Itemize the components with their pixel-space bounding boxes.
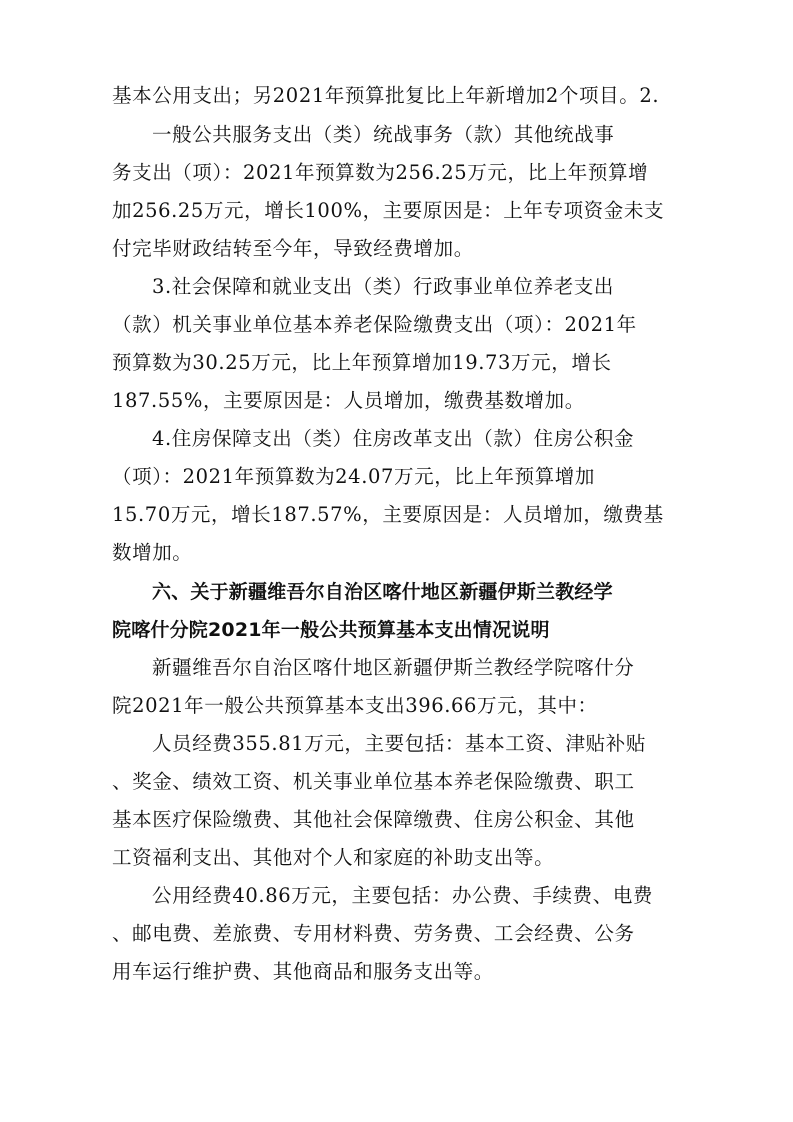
paragraph-line: 基本公用支出；另2021年预算批复比上年新增加2个项目。2. bbox=[112, 84, 660, 107]
paragraph-line: （款）机关事业单位基本养老保险缴费支出（项）：2021年 bbox=[112, 313, 637, 336]
paragraph-line: 3.社会保障和就业支出（类）行政事业单位养老支出 bbox=[152, 275, 615, 298]
paragraph-line: （项）：2021年预算数为24.07万元，比上年预算增加 bbox=[112, 465, 596, 488]
paragraph-line: 新疆维吾尔自治区喀什地区新疆伊斯兰教经学院喀什分 bbox=[152, 656, 635, 679]
paragraph-line: 、邮电费、差旅费、专用材料费、劳务费、工会经费、公务 bbox=[112, 922, 635, 945]
paragraph-line: 一般公共服务支出（类）统战事务（款）其他统战事 bbox=[152, 123, 615, 146]
paragraph-line: 4.住房保障支出（类）住房改革支出（款）住房公积金 bbox=[152, 427, 635, 450]
paragraph-line: 用车运行维护费、其他商品和服务支出等。 bbox=[112, 960, 494, 983]
paragraph-line: 基本医疗保险缴费、其他社会保障缴费、住房公积金、其他 bbox=[112, 808, 635, 831]
paragraph-line: 付完毕财政结转至今年，导致经费增加。 bbox=[112, 237, 474, 260]
paragraph-line: 院2021年一般公共预算基本支出396.66万元，其中： bbox=[112, 694, 598, 717]
paragraph-line: 加256.25万元，增长100%，主要原因是：上年专项资金未支 bbox=[112, 199, 665, 222]
section-heading-line: 院喀什分院2021年一般公共预算基本支出情况说明 bbox=[112, 619, 550, 641]
paragraph-line: 工资福利支出、其他对个人和家庭的补助支出等。 bbox=[112, 846, 555, 869]
paragraph-line: 、奖金、绩效工资、机关事业单位基本养老保险缴费、职工 bbox=[112, 770, 635, 793]
paragraph-line: 预算数为30.25万元，比上年预算增加19.73万元，增长 bbox=[112, 351, 612, 374]
paragraph-line: 187.55%，主要原因是：人员增加，缴费基数增加。 bbox=[112, 389, 585, 412]
paragraph-line: 15.70万元，增长187.57%，主要原因是：人员增加，缴费基 bbox=[112, 503, 664, 526]
paragraph-line: 数增加。 bbox=[112, 541, 193, 564]
paragraph-line: 公用经费40.86万元，主要包括：办公费、手续费、电费 bbox=[152, 884, 654, 907]
section-heading-line: 六、关于新疆维吾尔自治区喀什地区新疆伊斯兰教经学 bbox=[152, 581, 613, 603]
paragraph-line: 务支出（项）：2021年预算数为256.25万元，比上年预算增 bbox=[112, 161, 649, 184]
paragraph-line: 人员经费355.81万元，主要包括：基本工资、津贴补贴 bbox=[152, 732, 646, 755]
